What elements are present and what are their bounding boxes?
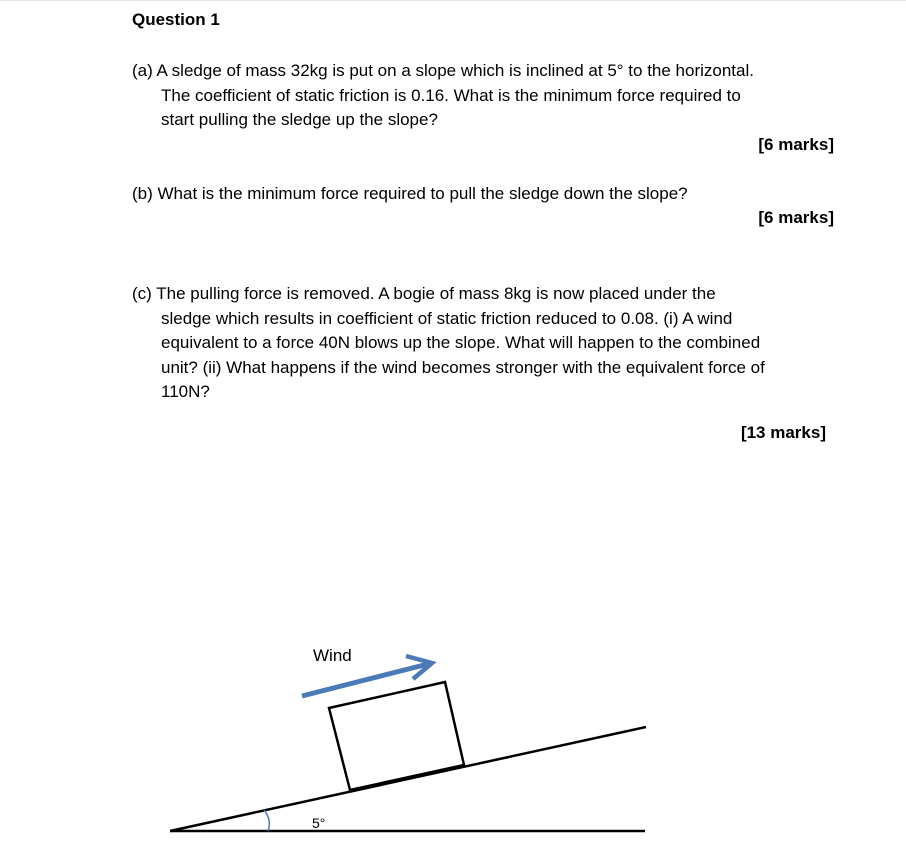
part-b-marks: [6 marks] xyxy=(758,208,834,227)
part-c-marks: [13 marks] xyxy=(740,423,826,442)
question-title: Question 1 xyxy=(132,10,220,29)
part-b-line-1: (b) What is the minimum force required to pull the sledge down the slope? xyxy=(132,184,688,203)
part-a-line-3: start pulling the sledge up the slope? xyxy=(161,110,438,129)
part-a-marks: [6 marks] xyxy=(758,135,834,154)
angle-arc xyxy=(264,810,269,831)
part-c-line-5: 110N? xyxy=(161,382,210,401)
part-a-line-1: (a) A sledge of mass 32kg is put on a slope which is inclined at 5° to the horizontal. xyxy=(132,61,754,80)
part-c-line-4: unit? (ii) What happens if the wind becomes stronger with the equivalent force of xyxy=(161,357,765,377)
sledge-block xyxy=(329,682,464,790)
part-c-line-2: sledge which results in coefficient of static friction reduced to 0.08. (i) A wind xyxy=(161,308,733,328)
wind-label: Wind xyxy=(313,646,352,665)
angle-label: 5° xyxy=(312,815,326,831)
part-c-line-3: equivalent to a force 40N blows up the slope. What will happen to the combined xyxy=(161,333,761,352)
part-c-line-1: (c) The pulling force is removed. A bogie of mass 8kg is now placed under the xyxy=(132,284,716,303)
part-a-line-2: The coefficient of static friction is 0.16. What is the minimum force required to xyxy=(161,85,741,105)
